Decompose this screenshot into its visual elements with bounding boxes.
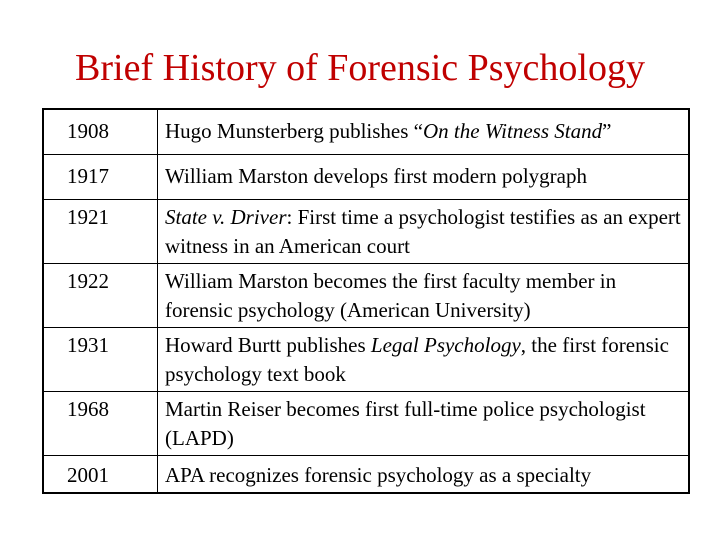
year-cell: 2001 — [43, 456, 158, 494]
event-cell — [158, 200, 690, 264]
event-text-suffix: , the first forensic psychology text book — [165, 333, 669, 386]
case-name: State v. Driver — [165, 205, 287, 229]
table-row — [43, 456, 689, 494]
table-row — [43, 264, 689, 328]
event-cell — [158, 109, 690, 155]
history-table — [42, 108, 690, 494]
table-row — [43, 328, 689, 392]
event-cell — [158, 456, 690, 494]
event-cell — [158, 328, 690, 392]
slide-title: Brief History of Forensic Psychology — [75, 47, 645, 89]
year-cell: 1922 — [43, 264, 158, 328]
event-cell — [158, 392, 690, 456]
event-cell — [158, 155, 690, 200]
event-text: William Marston becomes the first faculty member in forensic psychology (American University) — [165, 269, 617, 322]
year-cell: 1931 — [43, 328, 158, 392]
year-cell: 1917 — [43, 155, 158, 200]
year-cell: 1968 — [43, 392, 158, 456]
table-row — [43, 109, 689, 155]
book-title: Legal Psychology — [370, 333, 521, 357]
event-text: APA recognizes forensic psychology as a specialty — [165, 463, 592, 487]
event-text-suffix: ” — [602, 119, 612, 143]
table-row — [43, 392, 689, 456]
event-text: Howard Burtt publishes — [165, 333, 371, 357]
event-text: Martin Reiser becomes first full-time police psychologist (LAPD) — [165, 397, 646, 450]
event-text: Hugo Munsterberg publishes “ — [165, 119, 423, 143]
event-cell — [158, 264, 690, 328]
event-text: William Marston develops first modern polygraph — [165, 164, 587, 188]
event-text-suffix: : First time a psychologist testifies as an expert witness in an American court — [165, 205, 681, 258]
year-cell: 1908 — [43, 109, 158, 155]
year-cell: 1921 — [43, 200, 158, 264]
book-title: On the Witness Stand — [423, 119, 603, 143]
table-row — [43, 200, 689, 264]
table-row — [43, 155, 689, 200]
